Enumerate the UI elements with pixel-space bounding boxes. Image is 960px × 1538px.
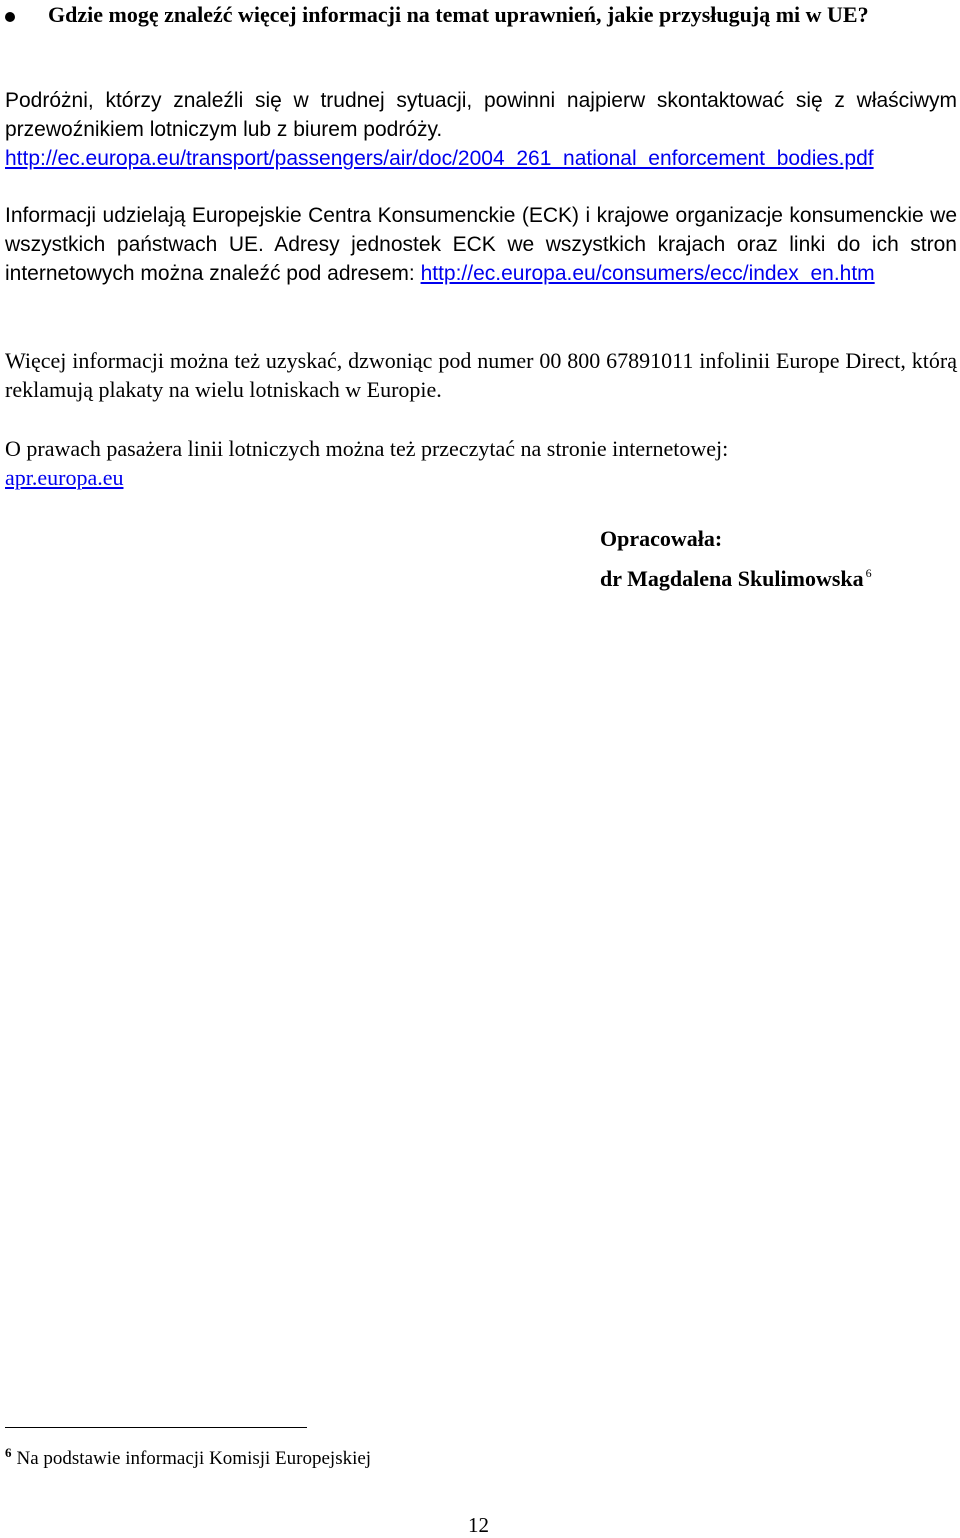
paragraph-passenger-rights bbox=[5, 434, 957, 492]
footnote-reference[interactable]: 6 bbox=[865, 566, 872, 580]
author-name: dr Magdalena Skulimowska bbox=[600, 566, 864, 591]
page-number: 12 bbox=[468, 1513, 489, 1537]
paragraph-ecc-info bbox=[5, 201, 957, 288]
bullet-icon bbox=[5, 12, 15, 22]
paragraph-1-text: Podróżni, którzy znaleźli się w trudnej sytuacji, powinni najpierw skontaktować się z właściwym przewoźnikiem lotniczym lub z biurem podróży. bbox=[5, 89, 957, 141]
footnote-text: Na podstawie informacji Komisji Europejskiej bbox=[16, 1448, 372, 1469]
national-enforcement-bodies-link[interactable]: http://ec.europa.eu/transport/passengers/air/doc/2004_261_national_enforcement_bodies.pdf bbox=[5, 147, 874, 170]
ecc-index-link[interactable]: http://ec.europa.eu/consumers/ecc/index_en.htm bbox=[420, 262, 875, 285]
paragraph-2-text: Informacji udzielają Europejskie Centra Konsumenckie (ECK) i krajowe organizacje konsumenckie we wszystkich państwach UE. Adresy jednostek ECK we wszystkich krajach oraz linki do ich stron internetowych można znaleźć pod adresem: bbox=[5, 204, 957, 285]
paragraph-contact-carrier bbox=[5, 86, 957, 173]
paragraph-europe-direct bbox=[5, 346, 957, 404]
author-block bbox=[600, 522, 872, 596]
footnote bbox=[5, 1440, 371, 1472]
apr-europa-link[interactable]: apr.europa.eu bbox=[5, 465, 124, 490]
author-name-line bbox=[600, 556, 872, 596]
author-label: Opracowała: bbox=[600, 526, 723, 551]
footnote-divider bbox=[5, 1427, 307, 1428]
section-heading bbox=[0, 0, 960, 60]
paragraph-3-text: Więcej informacji można też uzyskać, dzwoniąc pod numer 00 800 67891011 infolinii Europe Direct, którą reklamują plakaty na wielu lotniskach w Europie. bbox=[5, 348, 957, 402]
footnote-number: 6 bbox=[5, 1445, 12, 1460]
heading-text: Gdzie mogę znaleźć więcej informacji na temat uprawnień, jakie przysługują mi w UE? bbox=[48, 2, 869, 27]
paragraph-4-text: O prawach pasażera linii lotniczych można też przeczytać na stronie internetowej: bbox=[5, 436, 729, 461]
